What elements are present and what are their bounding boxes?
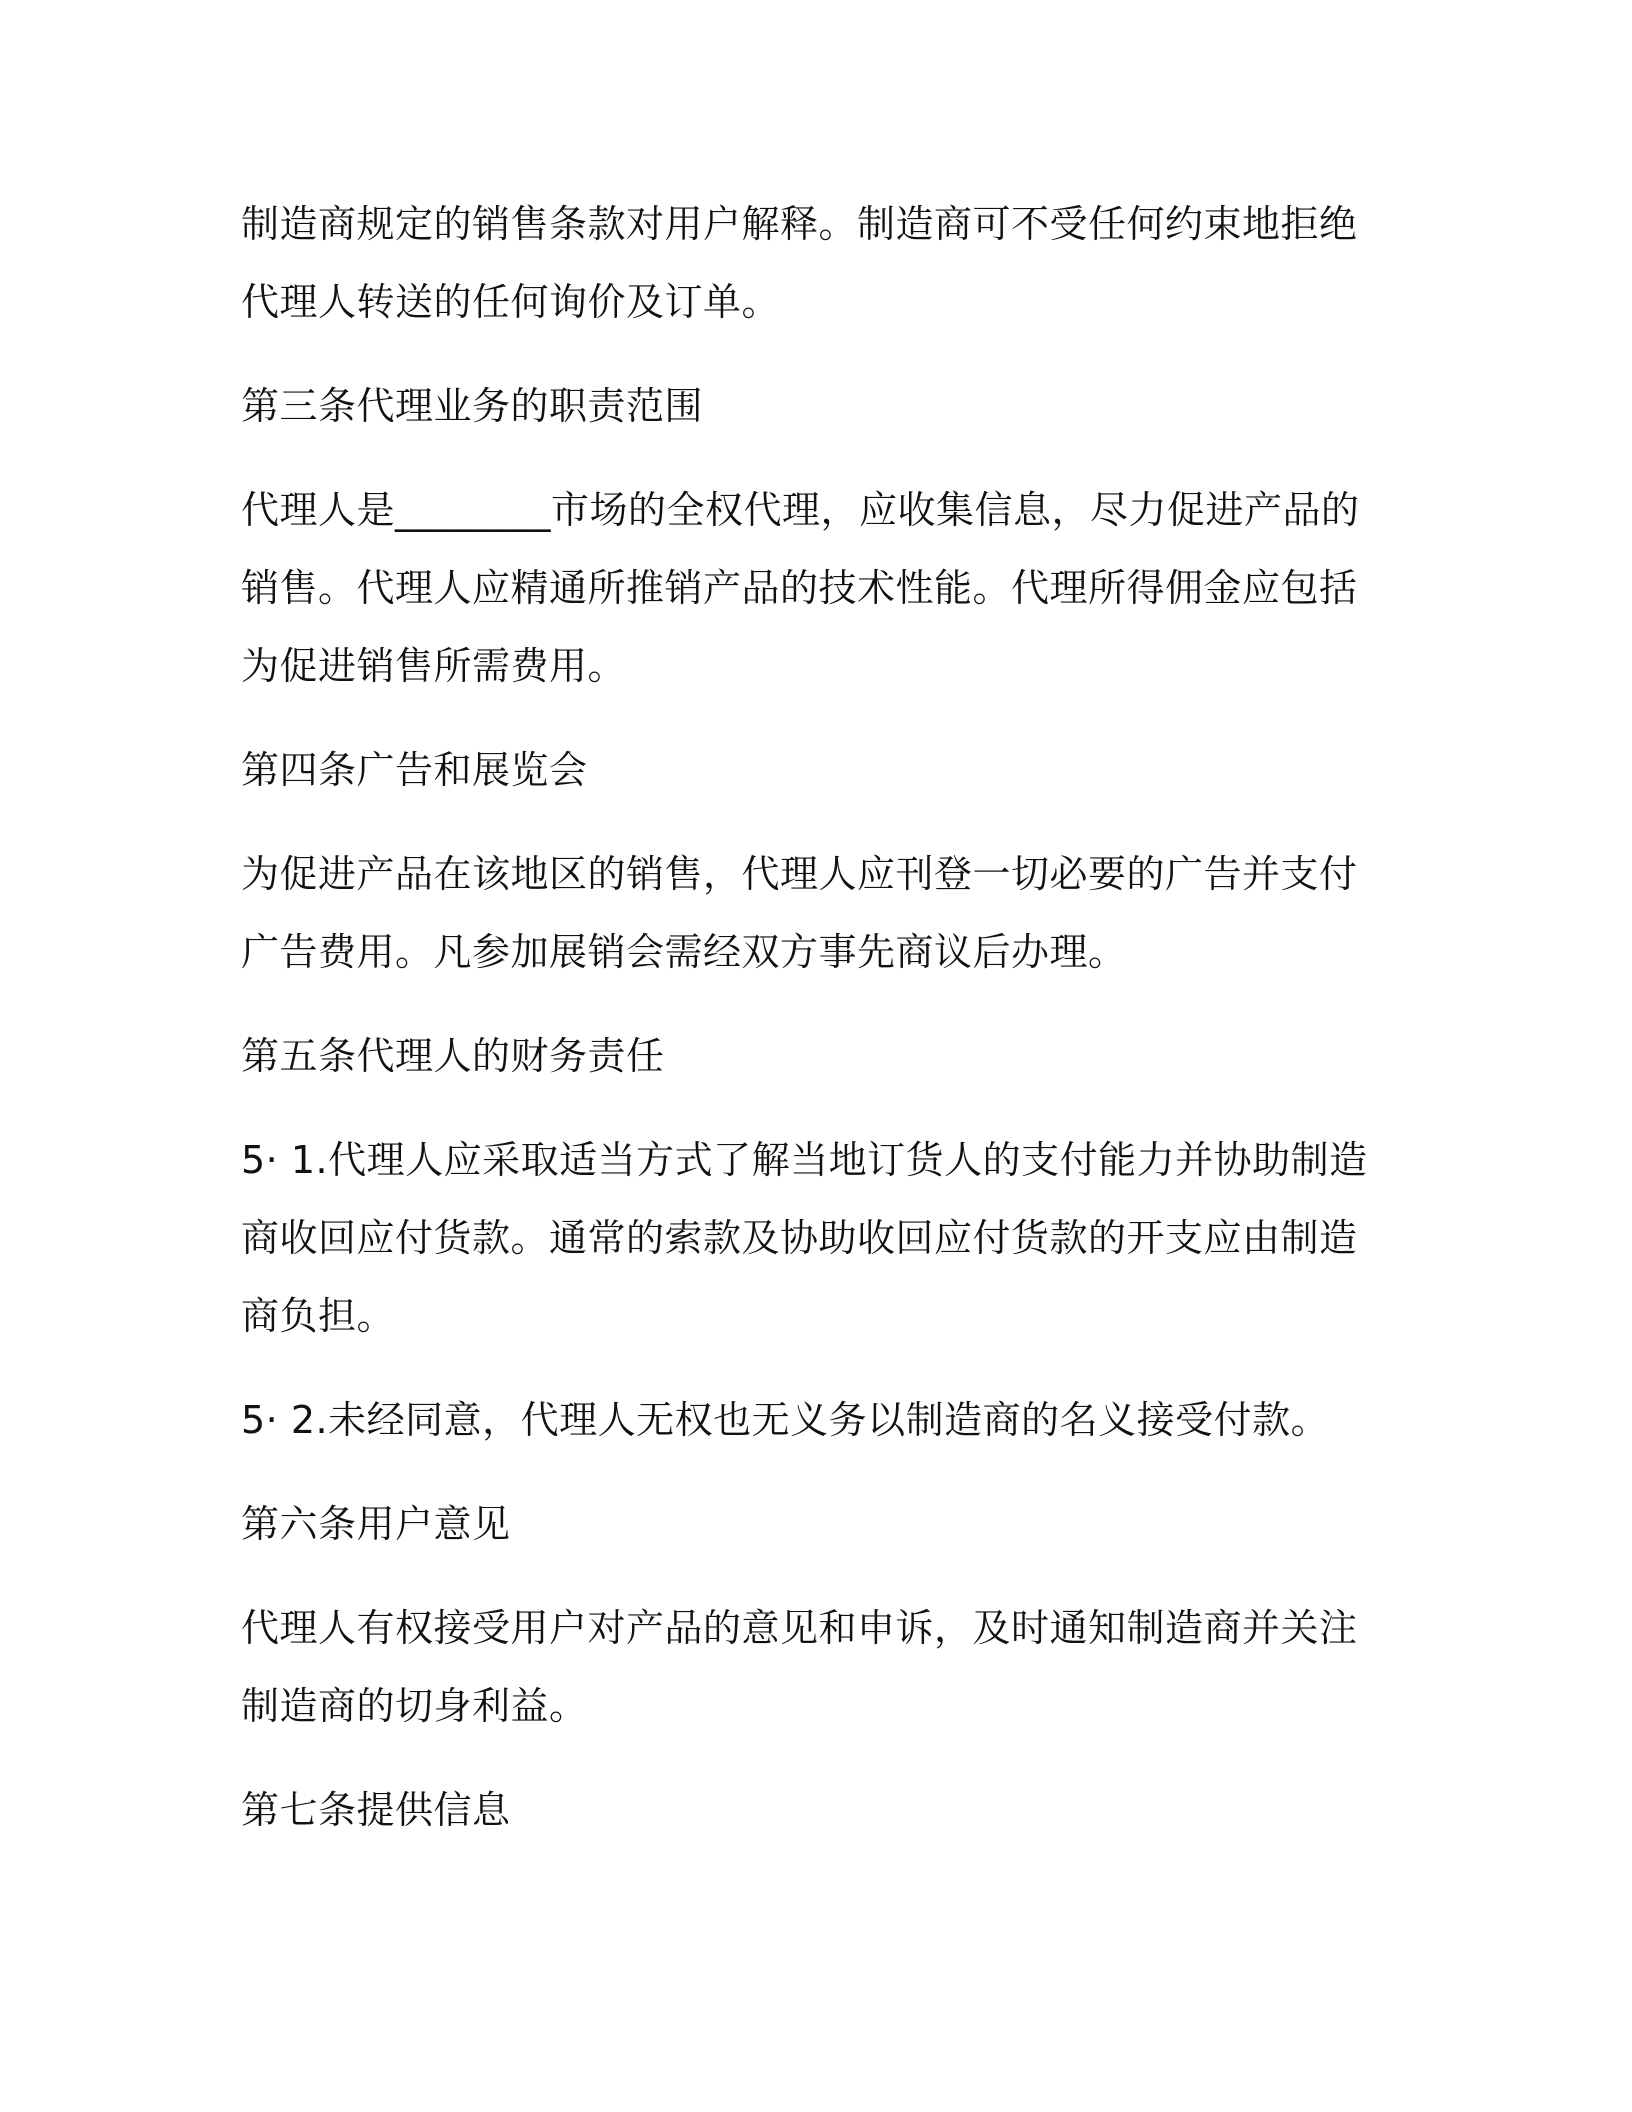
paragraph-clause-5-1: 5· 1.代理人应采取适当方式了解当地订货人的支付能力并协助制造商收回应付货款。通常的索款及协助收回应付货款的开支应由制造商负担。 bbox=[241, 1138, 1368, 1338]
heading-article-3: 第三条代理业务的职责范围 bbox=[241, 384, 704, 428]
document-body bbox=[241, 185, 1391, 1875]
heading-article-5: 第五条代理人的财务责任 bbox=[241, 1034, 665, 1078]
heading-article-6: 第六条用户意见 bbox=[241, 1502, 511, 1546]
paragraph-sales-terms: 制造商规定的销售条款对用户解释。制造商可不受任何约束地拒绝代理人转送的任何询价及订单。 bbox=[241, 202, 1358, 324]
paragraph-advertising: 为促进产品在该地区的销售，代理人应刊登一切必要的广告并支付广告费用。凡参加展销会需经双方事先商议后办理。 bbox=[241, 852, 1358, 974]
heading-article-7: 第七条提供信息 bbox=[241, 1788, 511, 1832]
paragraph-user-feedback: 代理人有权接受用户对产品的意见和申诉，及时通知制造商并关注制造商的切身利益。 bbox=[241, 1606, 1358, 1728]
heading-article-4: 第四条广告和展览会 bbox=[241, 748, 588, 792]
paragraph-clause-5-2: 5· 2.未经同意，代理人无权也无义务以制造商的名义接受付款。 bbox=[241, 1398, 1330, 1442]
paragraph-agency-scope: 代理人是________市场的全权代理，应收集信息，尽力促进产品的销售。代理人应精通所推销产品的技术性能。代理所得佣金应包括为促进销售所需费用。 bbox=[241, 488, 1360, 688]
